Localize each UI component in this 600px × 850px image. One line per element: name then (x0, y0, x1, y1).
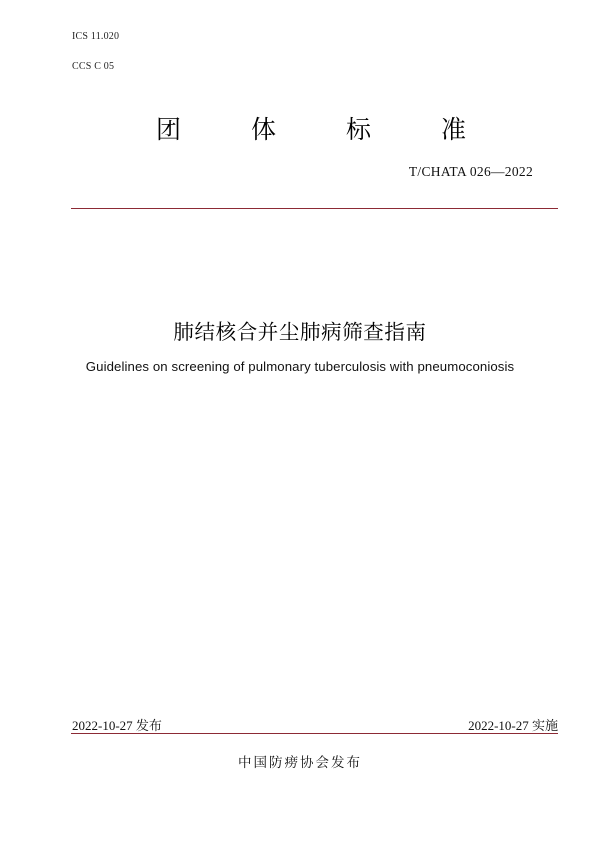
implementation-date: 2022-10-27 实施 (468, 718, 558, 733)
standard-type-char: 准 (440, 115, 466, 144)
document-title-chinese: 肺结核合并尘肺病筛查指南 (173, 320, 427, 344)
bottom-divider (71, 733, 558, 734)
document-title-english: Guidelines on screening of pulmonary tuberculosis with pneumoconiosis (85, 359, 515, 374)
standard-type-heading (156, 110, 466, 146)
standard-type-char: 标 (345, 115, 371, 144)
ccs-code: CCS C 05 (72, 61, 115, 72)
publish-date: 2022-10-27 发布 (72, 718, 162, 733)
top-divider (71, 208, 558, 209)
standard-type-char: 团 (156, 115, 182, 144)
standard-number: T/CHATA 026—2022 (408, 164, 533, 179)
ics-code: ICS 11.020 (72, 31, 120, 42)
publisher-name: 中国防痨协会发布 (238, 755, 362, 771)
standard-type-char: 体 (250, 115, 276, 144)
